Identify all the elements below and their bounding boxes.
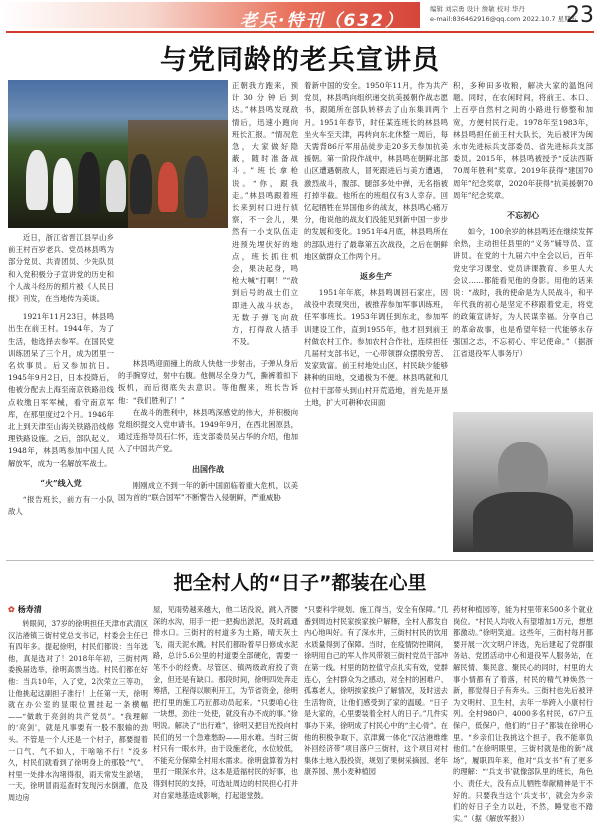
article2-para: “只要科学规划、施工得当，安全有保障。”几番到周边村民家挨家挨户解释，全村人都发自内心地叫好。有了深水井，三街村村民的饮用水质量得到了保障。当时，在疫情防控期间，徐明用自己的军人作风带领三街村党员干部冲在第一线。村里的防控值守点扎实有效，党群连心，全村群众为之感动，对全村的困难户、孤寡老人，徐明挨家挨户了解情况，及时送去生活物资，让他们感受到了家的温暖。“日子是大家的，心里要装着全村人的日子。”几件实事办下来，徐明成了村民心中的“主心骨”。在他的积极争取下，京津冀一体化“汉沽港维维补回经济带”项目落户三街村，这个项目对村集体土地入股投资，规划了果树采摘园、老年康养园、黑小麦种植园 <box>304 605 448 777</box>
article1-para: 1921年11月23日，林县鸣出生在前王村。1944年，为了生活，他选择去参军。在国民党训练团呆了三个月，成为团里一名炊事员。后又参加抗日。1945年9月2日，日本投降后，他被分配去上海至南京铁路沿线点收缴日军军械，看守南京军库，在那里度过2个月。1946年北上到天津至山海关铁路沿线修理铁路设施。之后，部队起义。1948年，林县鸣参加中国人民解放军，成为一名解放军战士。 <box>8 312 114 468</box>
header-rule <box>6 31 594 33</box>
article1-para: “报告班长，前方有一小队敌人 <box>8 494 114 517</box>
article2-col1 <box>8 618 148 804</box>
editor-line: 编辑 刘宗勇 设计 詹敏 校对 华丹 <box>430 5 525 13</box>
article1-para: 积，多种田多收粮，解决大家的温饱问题。同时，在农闲时间，将前王、本口、上百亭自然村之间的小路进行修整和加宽，方便村民行走。1978年至1983年，林县鸣担任前王村大队长，先后被评为闽永市先进标兵支部委员、省先进标兵支部委员。2015年，林县鸣被授予“反法西斯70周年胜利”奖章。2019年获得“建国70周年”纪念奖章，2020年获得“抗美援朝70周年”纪念奖章。 <box>453 81 593 200</box>
byline-name: 杨寿清 <box>17 604 42 614</box>
article2-col4 <box>453 604 593 824</box>
article1-para: 如今，100余岁的林县鸣还在继续发挥余热，主动担任县里的“义务”辅导员、宣讲员。在党的十九届六中全会以后，百年党史学习课堂、党员讲课教育、乡里人大会议……都能看见他的身影。用他的话来说：“战时，我的使命是为人民战斗，和平年代我的初心是坚定不移跟着党走，将党的政策宣讲好，为人民谋幸福。分享自己的革命故事，也是希望年轻一代能够永存强国之志，不忘初心、牢记使命。”（据浙江省退役军人事务厅） <box>453 227 593 359</box>
article1-headline: 与党同龄的老兵宣讲员 <box>160 45 440 76</box>
article2-col2 <box>153 604 298 801</box>
article1-col1 <box>8 232 114 518</box>
subhead-abroad: 出国作战 <box>192 463 224 474</box>
article1-para: 正朝我方跑来，预计30分钟后到达。”林县鸣发现敌情后，迅速小跑向班长汇报。“情况危急，大家做好隐蔽，随时准备战斗。”班长拿枪说。“你，跟我走。”林县鸣跟着班长来到村口进行侦察，不一会儿，果然有一小支队伍走进预先埋伏好的地点，班长抓住机会，果决起身，鸣枪大喊“打啊！”“敌到后号的战士们立即进入战斗状态，无数子弹飞向敌方，打得敌人措手不及。 <box>232 81 298 347</box>
article2-headline: 把全村人的“日子”都装在心里 <box>173 572 427 594</box>
article1-col2 <box>118 250 298 504</box>
section-banner <box>0 2 420 31</box>
article2-byline <box>8 604 42 615</box>
article1-photo <box>8 80 228 228</box>
article2-para: 药材种植园等，能为村里带来500多个就业岗位。“村民人均收入有望增加1万元，想想都激动。”徐明笑道。这些年，三街村每月都要开展一次文明户评选，先后建起了党群服务站、党团活动中心和退役军人服务站，在解民情、集民意、聚民心的同时，村里的大事小情都有了着落，村民的精气神焕然一新，都觉得日子有奔头。三街村也先后被评为文明村、卫生村，去年一举跨入小康村行列。全村980户、4000多名村民，67户五保户，低保户，他们的“日子”都装在徐明心里。“乡亲们让我挑这个担子，我不能辜负他们。”在徐明眼里，三街村就是他的新“战场”，履职四年来，他对“兵支书”有了更多的理解：“‘兵支书’就像部队里的班长，角色小、责任大，没有点儿牺牲奉献精神是干不好的。只要我当这个‘兵支书’，就会为乡亲们的好日子全力以赴，不然，睡觉也不踏实。”（据《解放军报》） <box>453 605 593 823</box>
article1-para: 林县鸣迎面撞上的敌人快他一步射击，子弹从身后的手腕穿过，射中右腹。他侧尽全身力气，撕裤着扣下扳机，而后彻底失去意识。等他醒来，班长告诉他：“我们胜利了！” <box>118 359 298 405</box>
article1-para: 刚刚成立不到一年的新中国面临着重大危机，以美国为首的“联合国军”不断警告入侵朝鲜，严重威胁 <box>118 480 298 502</box>
date-line: e-mail:836462916@qq.com 2022.10.7 星期五 <box>430 15 578 23</box>
veteran-portrait <box>453 412 593 552</box>
subhead-return: 返乡生产 <box>360 271 392 282</box>
article1-para: 1951年年底，林县鸣调回石家庄，因战役中表现突出，被推荐参加军事训练班，任军事班长。1953年调任到东北，参加军训建设工作，直到1955年，他才回到前王村做农村工作。参加农村合作社，连续担任几届村支部书记，一心带领群众摆脱穷苦、发家致富。前王村地处山区，村民缺少能够耕种的田地，交通极为不便。林县鸣就和几位村干部带头到山村开荒造地，首先是开垦土地，扩大可耕种农田面 <box>304 288 448 407</box>
section-divider <box>6 560 594 561</box>
star-icon: ✿ <box>8 604 15 614</box>
article2-para: 屋，见雨势越来越大，他二话没说，跳入齐腰深的水沟，用手一把一把掏出淤泥，及时疏通排水口。三街村的村道多为土路，晴天灰土飞，雨天泥水溅。村民们都盼着早日修成水泥路，总计5.6公里的村道要全部硬化，需要一笔不小的经费。尽管区、镇两级政府投了资金，但还是有缺口。那段时间，徐明四处奔走筹措，工程得以顺利开工，为节省资金，徐明把打里的施工巧匠都动员起来。“只要咱心往一块想，劲往一处使，就没有办不成的事。”徐明说。解决了“出行难”，徐明又把目光投向村民们的另一个急难愁盼——用水难。当时三街村只有一眼水井，由于设施老化，水位较低，不能充分保障全村用水需求。徐明盘算着为村里打一眼深水井，这本是造福村民的好事，也得到村民的支持，可选址周边的村民担心打井对自家地基造成影响，打起退堂鼓。 <box>153 605 298 800</box>
photo-caption: 近日，浙江省晋江县早山乡前王村百岁老兵、党员林县鸣为部分党员、共青团员、少先队员和入党积极分子宣讲党的历史和个人战斗经历的照片被《人民日报》刊发，在当地传为美谈。 <box>8 233 114 304</box>
article1-col3 <box>304 80 448 409</box>
page-number: 23 <box>566 3 594 28</box>
masthead <box>0 0 600 34</box>
article1-para: 在战斗的胜利中，林县鸣深感党的伟大，并积极向党组织提交入党申请书。1949年9月，在西北困原县，通过连指导员石仁怀，连支部委员吴占华的介绍，他加入了中国共产党。 <box>118 407 298 454</box>
subhead-original-heart: 不忘初心 <box>507 210 539 221</box>
article1-para: 着新中国的安全。1950年11月，作为共产党员，林县鸣向组织递交抗美援朝作战志愿书，跟随所在部队转移去了山东集训两个月。1951年春节，时任某连班长的林县鸣坐火车至天津，再转向东北休整一周后，每天需背86斤军用品徒步走20多天参加抗美援朝。第一阶段作战中，林县鸣在朝鲜北部山区遭遇朝敌人，冒死跟进后与美方遭遇，激烈战斗，腹部、腿部多处中弹，无名指被打掉半截。他所在的班组仅有3人幸存。回忆起牺牲在异国他乡的战友，林县鸣心痛万分，他说他的战友们没能见到新中国一步步的发展和变化。1951年4月底，林县鸣所在的部队进行了最靠第五次战役，之后在朝鲜地区做群众工作两个月。 <box>304 81 448 261</box>
section-title: 老兵·特刊（632） <box>240 11 404 31</box>
article2-col3 <box>304 604 448 778</box>
article2-para: 转眼间，37岁的徐明担任天津市武清区汉沽港镇三街村党总支书记，村委会主任已有四年多。提起徐明，村民们都说：当年选他，真是选对了！2018年年初，三街村两委换届选举，徐明高票当选。村民们都在好他：当兵10年，入了党，2次荣立三等功，让他挑起这副担子准行！上任第一天，徐明就在办公室的显眼位置挂起一条横幅——“做敢于亮剑的共产党员”。“我理解的‘亮剑’，就是凡事要有一股不服输的劲头。不管是一个人还是一个村子，都要提着一口气、气不如人，干啥啥不行！”没多久，村民们就看到了徐明身上的那股“气”。村里一处排水沟堵得很，雨天常发生淤堵，一天，徐明冒雨巡查时发现污水倒灌，危及周边房 <box>8 619 148 802</box>
article1-col4 <box>453 80 593 360</box>
portrait-body <box>473 492 573 552</box>
subhead-fire-line: “火”线入党 <box>40 477 82 488</box>
